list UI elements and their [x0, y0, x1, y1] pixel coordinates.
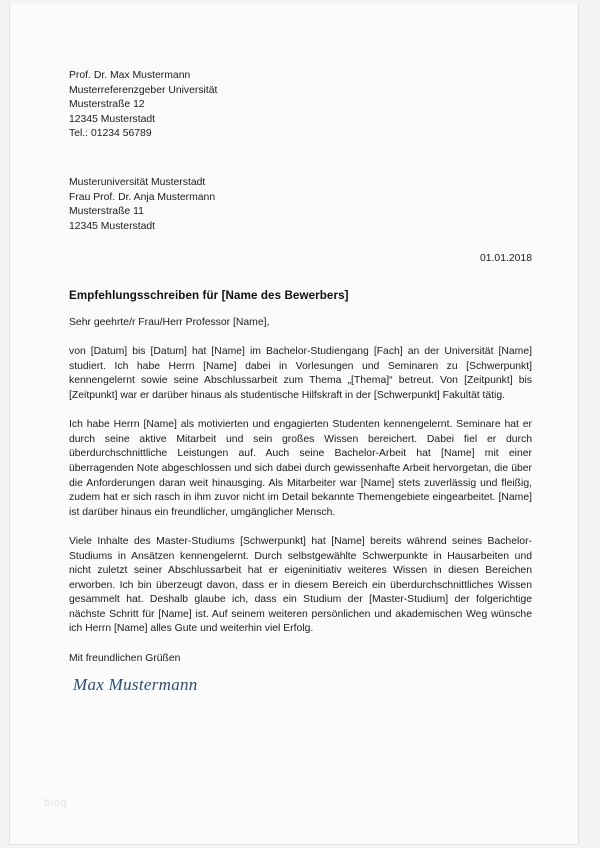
letter-heading: Empfehlungsschreiben für [Name des Bewerbers] — [69, 289, 349, 302]
salutation: Sehr geehrte/r Frau/Herr Professor [Name], — [69, 317, 270, 328]
body-paragraph-2: Ich habe Herrn [Name] als motivierten und engagierten Studenten kennengelernt. Seminare hat er durch seine aktive Mitarbeit und sein großes Wissen bereichert. Dabei fiel er durch überdurchschnittliche Leistungen auf. Auch seine Bachelor-Arbeit hat [Name] mit einer überragenden Note abgeschlossen und sich dabei durch gewissenhafte Arbeit hervorgetan, die über die Anforderungen daran weit hinausging. Als Mitarbeiter war [Name] stets zuverlässig und fleißig, zudem hat er sich rasch in ihm zuvor nicht im Detail bekannte Themengebiete eingearbeitet. [Name] ist darüber hinaus ein freundlicher, umgänglicher Mensch. — [69, 419, 532, 518]
recipient-line: Frau Prof. Dr. Anja Mustermann — [69, 191, 216, 203]
signature: Max Mustermann — [73, 675, 198, 694]
recipient-line: Musterstraße 11 — [69, 206, 144, 218]
letter-date: 01.01.2018 — [479, 253, 532, 264]
sender-line: Musterreferenzgeber Universität — [69, 84, 218, 96]
closing-phrase: Mit freundlichen Grüßen — [69, 652, 181, 664]
sender-line: 12345 Musterstadt — [69, 113, 156, 125]
letter-page — [9, 3, 579, 845]
sender-phone-line: Tel.: 01234 56789 — [69, 128, 152, 140]
body-paragraph-3: Viele Inhalte des Master-Studiums [Schwerpunkt] hat [Name] bereits während seines Bachelor-Studiums in Ansätzen kennengelernt. Durch selbstgewählte Schwerpunkte in Hausarbeiten und nicht zuletzt seiner Abschlussarbeit hat er eigeninitiativ weiteres Wissen in diesen Bereichen erworben. Ich bin überzeugt davon, dass er in diesem Bereich ein überdurchschnittliches Wissen gesammelt hat. Deshalb glaube ich, dass ein Studium der [Master-Studium] der folgerichtige nächste Schritt für [Name] ist. Auf seinem weiteren persönlichen und akademischen Weg wünsche ich Herrn [Name] alles Gute und weiterhin viel Erfolg. — [69, 535, 532, 635]
recipient-line: Musteruniversität Musterstadt — [69, 177, 206, 188]
sender-address-block — [69, 69, 217, 142]
blog-watermark: blog — [44, 797, 68, 809]
letter-body — [69, 316, 532, 666]
sender-line: Musterstraße 12 — [69, 99, 145, 111]
sender-line: Prof. Dr. Max Mustermann — [69, 70, 191, 81]
recipient-address-block — [69, 176, 215, 234]
recipient-line: 12345 Musterstadt — [69, 220, 156, 232]
body-paragraph-1: von [Datum] bis [Datum] hat [Name] im Bachelor-Studiengang [Fach] an der Universität [Name] studiert. Ich habe Herrn [Name] dabei in Vorlesungen und Seminaren zu [Schwerpunkt] kennengelernt sowie seine Abschlussarbeit zum Thema „[Thema]“ betreut. Von [Zeitpunkt] bis [Zeitpunkt] war er darüber hinaus als studentische Hilfskraft in der [Schwerpunkt] Fakultät tätig. — [69, 346, 532, 401]
letter-content — [10, 3, 578, 844]
